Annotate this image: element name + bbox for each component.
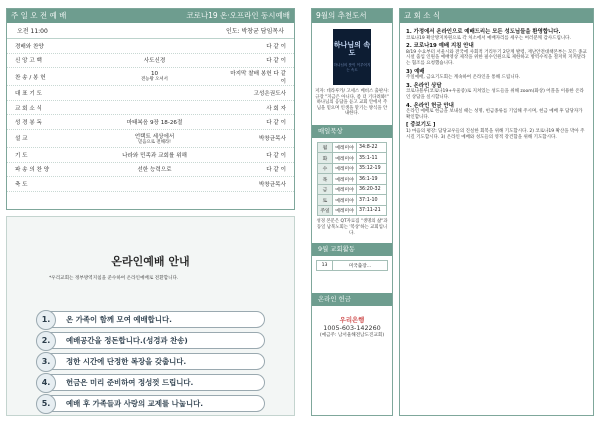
worship-item-name: 축 도 <box>15 181 28 188</box>
bible-book: 예레미야 <box>333 184 357 195</box>
bible-row <box>318 205 387 216</box>
book-cover-sub: 하나님의 뜻이 이루어지는 속도 <box>333 63 371 72</box>
news-item-body: 코로나블루(코로나19+우울증)로 지쳐있는 성도들을 위해 zoom(화상) 어플을 이용한 온라인 상담을 실시합니다. <box>406 89 584 100</box>
bible-book: 예레미야 <box>333 153 357 164</box>
bible-ref: 37:11-21 <box>357 205 387 216</box>
online-step-text: 예배 후 가족들과 사랑의 교제를 나눕니다. <box>66 399 204 408</box>
news-item-body: 8/19 수요부터 서울시와 전국에 사회적 거리두기 2단계 발령, 재난안전대책본부는 모든 종교시설 출입 인원을 예배영상 제작을 위한 필수인원으로 제한하고 방역수칙을 철저히 지켜달라는 협조를 요청했습니다. <box>406 49 587 66</box>
worship-item-name: 경배와 찬양 <box>15 43 44 50</box>
worship-row <box>7 54 294 69</box>
offering-account[interactable]: 1005-603-142260 <box>323 324 381 333</box>
worship-item-who: 고성은권도사 <box>253 90 286 97</box>
worship-item-name: 성 경 봉 독 <box>15 120 42 127</box>
worship-item-content-main: 사도신경 <box>143 58 166 65</box>
bible-day: 월 <box>318 142 333 153</box>
worship-item-content-sub: 전능왕 오셔서 <box>141 77 168 83</box>
news-item-title: 4. 온라인 헌금 안내 <box>406 102 454 109</box>
bible-row <box>318 153 387 164</box>
bible-row <box>318 184 387 195</box>
online-step-text: 헌금은 미리 준비하여 정성껏 드립니다. <box>66 378 194 387</box>
worship-item-who: 박창균목사 <box>258 136 286 143</box>
news-item-title: 1. 가정에서 온라인으로 예배드리는 모든 성도님들을 환영합니다. <box>406 29 561 35</box>
bible-book: 예레미야 <box>333 195 357 206</box>
news-header-title: 교 회 소 식 <box>404 11 441 20</box>
worship-item-content-main: 선한 능력으로 <box>137 167 172 174</box>
worship-item-who: 박창균목사 <box>258 181 286 188</box>
bible-ref: 35:12-19 <box>357 163 387 174</box>
bible-day: 수 <box>318 163 333 174</box>
worship-item-who: 다 같 이 <box>266 43 286 50</box>
worship-header-sub: 코로나19 온·오프라인 동시예배 <box>186 11 290 20</box>
worship-time: 오전 11:00 <box>17 28 48 35</box>
worship-item-who: 다 같 이 <box>266 167 286 174</box>
worship-item-content-main: 마태복음 9장 18-26절 <box>126 120 183 127</box>
attendance-table <box>316 260 388 271</box>
online-step <box>39 395 265 412</box>
worship-item-who: 사 회 자 <box>266 105 286 112</box>
news-item-title: 2. 코로나19 예배 지침 안내 <box>406 43 474 50</box>
bible-ref: 37:1-10 <box>357 195 387 206</box>
online-step-number: 2. <box>36 331 56 351</box>
worship-order-panel <box>6 8 295 210</box>
bible-book: 예레미야 <box>333 142 357 153</box>
worship-item-content-main: 10 <box>150 71 159 78</box>
worship-header-title: 주 일 오 전 예 배 <box>11 11 67 20</box>
online-title: 온라인예배 안내 <box>111 255 190 268</box>
book-cover-title: 하나님의 속도 <box>333 41 371 57</box>
worship-row <box>7 177 294 192</box>
bible-info: 성경 본문은 QT자료집 "생명의 삶"과 동일 남북노회는 '복상'하는 교회입니다. <box>316 219 388 236</box>
worship-row <box>7 86 294 101</box>
bible-day: 토 <box>318 195 333 206</box>
worship-item-name: 기 도 <box>15 152 28 159</box>
worship-item-name: 설 교 <box>15 136 28 143</box>
bible-header: 매일묵상 <box>312 125 392 138</box>
book-panel <box>311 8 393 416</box>
offering-info <box>312 316 392 340</box>
worship-item-who: 다 같 이 <box>266 120 286 127</box>
online-step-text: 예배공간을 정돈합니다.(성경과 찬송) <box>66 336 188 345</box>
online-step-number: 4. <box>36 373 56 393</box>
worship-item-content-main: 나라와 민족과 교회를 위해 <box>122 152 187 159</box>
worship-row <box>7 148 294 163</box>
news-item-body: 코로나19 확산방지차원으로 각 처소에서 예배자리를 세우는 여러분께 감사드립니다. <box>406 35 571 41</box>
worship-item-name: 신 앙 고 백 <box>15 58 42 65</box>
worship-item-name: 교 회 소 식 <box>15 105 42 112</box>
worship-item-name: 찬 송 / 봉 헌 <box>15 74 46 81</box>
book-cover <box>333 29 371 85</box>
online-step <box>39 353 265 370</box>
bible-row <box>318 163 387 174</box>
news-item-body: 1) 마음의 평강: 담당교우들의 진실한 회복을 위해 기도합시다. 2) 코로나19 확산을 막아 주시길 기도합시다. 3) 온라인 예배와 성도들의 영적 강건함을 위해 기도합시다. <box>406 128 585 140</box>
worship-leader: 인도: 박창균 담임목사 <box>225 28 284 35</box>
bible-table <box>317 142 387 217</box>
worship-item-content <box>79 71 230 82</box>
online-worship-panel <box>6 216 295 416</box>
offering-holder: (예금주: 남서울해전남도진교회) <box>319 333 385 339</box>
worship-item-content <box>79 56 230 64</box>
bible-ref: 35:1-11 <box>357 153 387 164</box>
offering-header: 온라인 헌금 <box>312 293 392 306</box>
news-item-title: 3. 온라인 상담 <box>406 82 442 89</box>
worship-header <box>7 9 294 23</box>
worship-item-who: 마지막 찰배 봉헌 다 같이 <box>230 70 286 85</box>
news-item-body: 온라인 예배로 헌금을 보내실 때는 성명, 헌금종류를 기입해 주시며, 헌금 예배 후 담당자가 확인합니다. <box>406 109 583 120</box>
bible-day: 목 <box>318 174 333 185</box>
bible-ref: 34:8-22 <box>357 142 387 153</box>
online-step-text: 정한 시간에 단정한 복장을 갖춥니다. <box>66 357 187 366</box>
online-step-text: 온 가족이 함께 모여 예배합니다. <box>66 315 172 324</box>
worship-item-content <box>79 151 230 159</box>
worship-row <box>7 163 294 178</box>
news-item-title: [ 중보기도 ] <box>406 122 436 129</box>
worship-item-content <box>79 118 230 126</box>
bible-row <box>318 195 387 206</box>
bible-day: 주일 <box>318 205 333 216</box>
news-body <box>400 23 593 145</box>
worship-item-who: 다 같 이 <box>266 58 286 65</box>
bible-row <box>318 142 387 153</box>
worship-item-name: 대 표 기 도 <box>15 90 42 97</box>
news-item-body: 주일예배, 금요기도회는 계속하여 온라인을 통해 드립니다. <box>406 75 521 81</box>
news-header <box>400 9 593 23</box>
worship-item-name: 파 송 의 찬 양 <box>15 167 50 174</box>
worship-row <box>7 101 294 116</box>
online-step <box>39 311 265 328</box>
worship-item-who: 다 같 이 <box>266 152 286 159</box>
online-step-number: 5. <box>36 394 56 414</box>
worship-rows <box>7 39 294 192</box>
worship-row <box>7 68 294 86</box>
news-panel <box>399 8 594 416</box>
worship-subheader <box>7 23 294 39</box>
bible-book: 예레미야 <box>333 163 357 174</box>
worship-item-content-sub: 믿음으로 전해라! <box>138 139 171 145</box>
online-step-number: 1. <box>36 310 56 330</box>
bible-day: 금 <box>318 184 333 195</box>
bible-row <box>318 174 387 185</box>
bible-book: 예레미야 <box>333 174 357 185</box>
online-step <box>39 374 265 391</box>
book-header-title: 9월의 추천도서 <box>316 11 367 20</box>
book-header <box>312 9 392 23</box>
worship-row <box>7 39 294 54</box>
offering-bank: 우리은행 <box>339 316 365 325</box>
attendance-cell: 13 <box>317 261 333 271</box>
worship-item-content <box>79 132 230 145</box>
worship-row <box>7 115 294 130</box>
attendance-cell: 미국출장… <box>333 261 388 271</box>
worship-row <box>7 130 294 148</box>
bible-ref: 36:20-32 <box>357 184 387 195</box>
news-item-title: 3) 예배 <box>406 68 425 75</box>
bible-ref: 36:1-19 <box>357 174 387 185</box>
bible-day: 화 <box>318 153 333 164</box>
online-step <box>39 332 265 349</box>
bible-book: 예레미야 <box>333 205 357 216</box>
worship-item-content-main: 언택트 세상에서 <box>134 133 175 140</box>
worship-item-content <box>79 165 230 173</box>
attendance-header: 9월 교회활동 <box>312 243 392 256</box>
online-desc: *우리교회는 정부방역지침을 준수하여 온라인예배로 전환합니다. <box>49 276 179 281</box>
book-info: 저자: 데라루카/ 고세스 베비스 출판사: 규장 "지금은 아니다, 좀 더 기다려봐!" 하나님의 응답을 듣고 교회 안에서 주님을 믿으며 인생을 맡기는 방식을 안내한다. <box>315 89 389 117</box>
online-step-number: 3. <box>36 352 56 372</box>
